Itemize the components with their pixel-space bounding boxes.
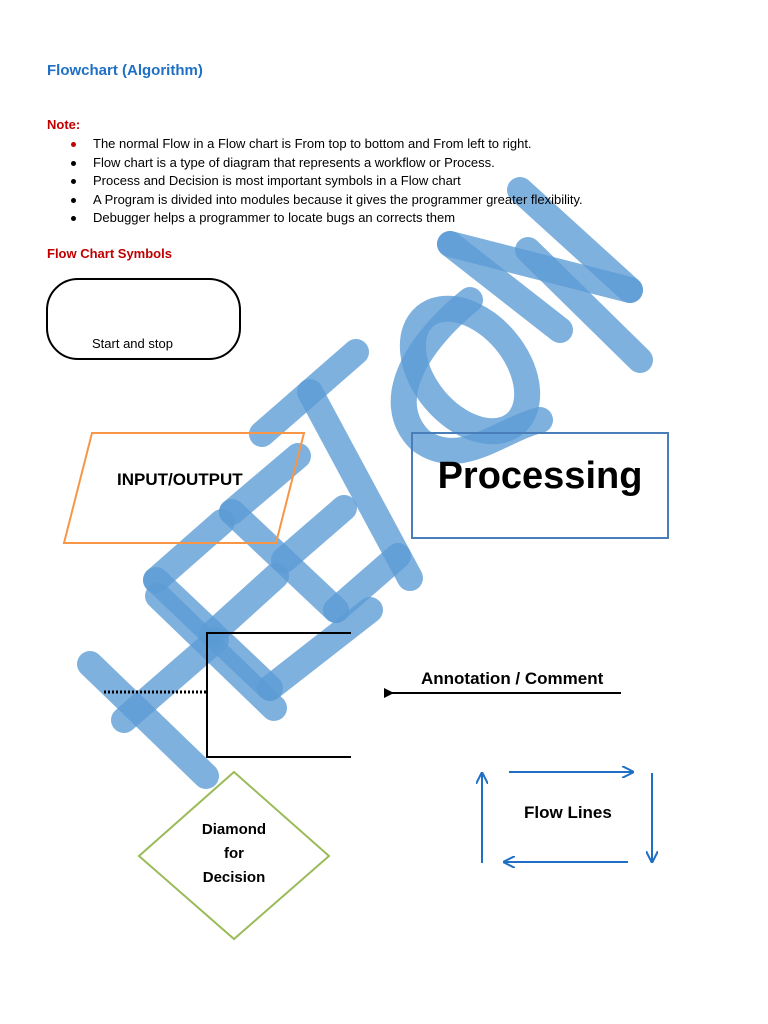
process-rectangle bbox=[411, 432, 669, 539]
decision-label: Diamond for Decision bbox=[201, 821, 267, 886]
io-label: INPUT/OUTPUT bbox=[117, 470, 243, 489]
page-title: Flowchart (Algorithm) bbox=[47, 62, 203, 79]
note-label: Note: bbox=[47, 117, 81, 132]
list-item: Process and Decision is most important symbols in a Flow chart bbox=[47, 172, 583, 191]
list-item: The normal Flow in a Flow chart is From top to bottom and From left to right. bbox=[47, 135, 583, 154]
symbols-heading: Flow Chart Symbols bbox=[47, 246, 172, 261]
list-item: Debugger helps a programmer to locate bugs an corrects them bbox=[47, 209, 583, 228]
list-item: Flow chart is a type of diagram that represents a workflow or Process. bbox=[47, 154, 583, 173]
annotation-bracket bbox=[104, 633, 351, 757]
process-label: Processing bbox=[437, 455, 643, 497]
annotation-label: Annotation / Comment bbox=[421, 669, 604, 688]
terminal-label: Start and stop bbox=[92, 336, 173, 351]
flow-lines-label: Flow Lines bbox=[524, 803, 612, 822]
list-item: A Program is divided into modules because it gives the programmer greater flexibility. bbox=[47, 191, 583, 210]
